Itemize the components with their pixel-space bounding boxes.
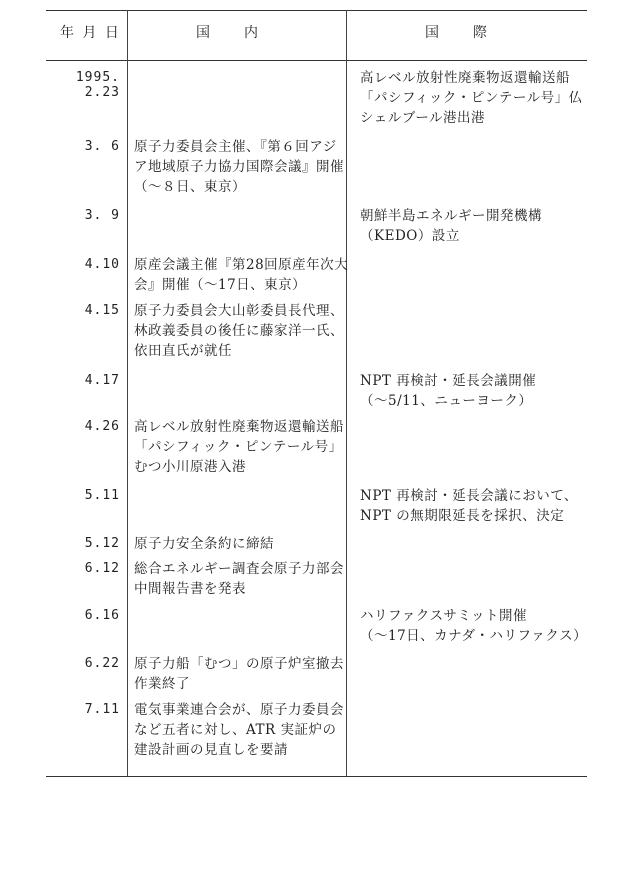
row-date: 1995. 2.23 xyxy=(75,70,120,100)
row-domestic: 総合エネルギー調査会原子力部会 中間報告書を発表 xyxy=(134,561,344,597)
row-date: 6.16 xyxy=(84,608,120,623)
row-date: 3. 6 xyxy=(84,139,120,154)
row-domestic: 原子力船「むつ」の原子炉室撤去 作業終了 xyxy=(134,656,344,692)
row-date: 4.17 xyxy=(84,373,120,388)
row-domestic: 原子力委員会主催、『第６回アジ ア地域原子力協力国際会議』開催 （～８日、東京） xyxy=(134,139,344,195)
row-international: ハリファクスサミット開催 （～17日、カナダ・ハリファクス） xyxy=(360,608,588,644)
column-divider-2 xyxy=(346,10,347,776)
row-date: 4.26 xyxy=(84,419,120,434)
header-international: 国 際 xyxy=(425,25,489,41)
row-international: 高レベル放射性廃棄物返還輸送船 「パシフィック・ピンテール号」仏 シェルブール港出港 xyxy=(360,70,583,126)
row-date: 6.22 xyxy=(84,656,120,671)
header-date: 年 月 日 xyxy=(60,25,121,41)
row-date: 3. 9 xyxy=(84,208,120,223)
row-domestic: 原子力安全条約に締結 xyxy=(134,536,274,552)
row-date: 5.12 xyxy=(84,536,120,551)
row-international: NPT 再検討・延長会議において、 NPT の無期限延長を採択、決定 xyxy=(360,488,578,524)
row-domestic: 原子力委員会大山彰委員長代理、 林政義委員の後任に藤家洋一氏、 依田直氏が就任 xyxy=(134,303,344,359)
header-domestic: 国 内 xyxy=(196,25,260,41)
row-date: 4.10 xyxy=(84,257,120,272)
row-date: 6.12 xyxy=(84,561,120,576)
bottom-rule xyxy=(46,776,587,777)
row-date: 4.15 xyxy=(84,303,120,318)
row-date: 5.11 xyxy=(84,488,120,503)
row-domestic: 高レベル放射性廃棄物返還輸送船 「パシフィック・ピンテール号」 むつ小川原港入港 xyxy=(134,419,344,475)
row-international: NPT 再検討・延長会議開催 （～5/11、ニューヨーク） xyxy=(360,373,537,409)
row-date: 7.11 xyxy=(84,702,120,717)
column-divider-1 xyxy=(127,10,128,776)
row-domestic: 電気事業連合会が、原子力委員会 など五者に対し、ATR 実証炉の 建設計画の見直しを要請 xyxy=(134,702,344,758)
row-international: 朝鮮半島エネルギー開発機構 （KEDO）設立 xyxy=(360,208,542,244)
row-domestic: 原産会議主催『第28回原産年次大 会』開催（～17日、東京） xyxy=(134,257,349,293)
